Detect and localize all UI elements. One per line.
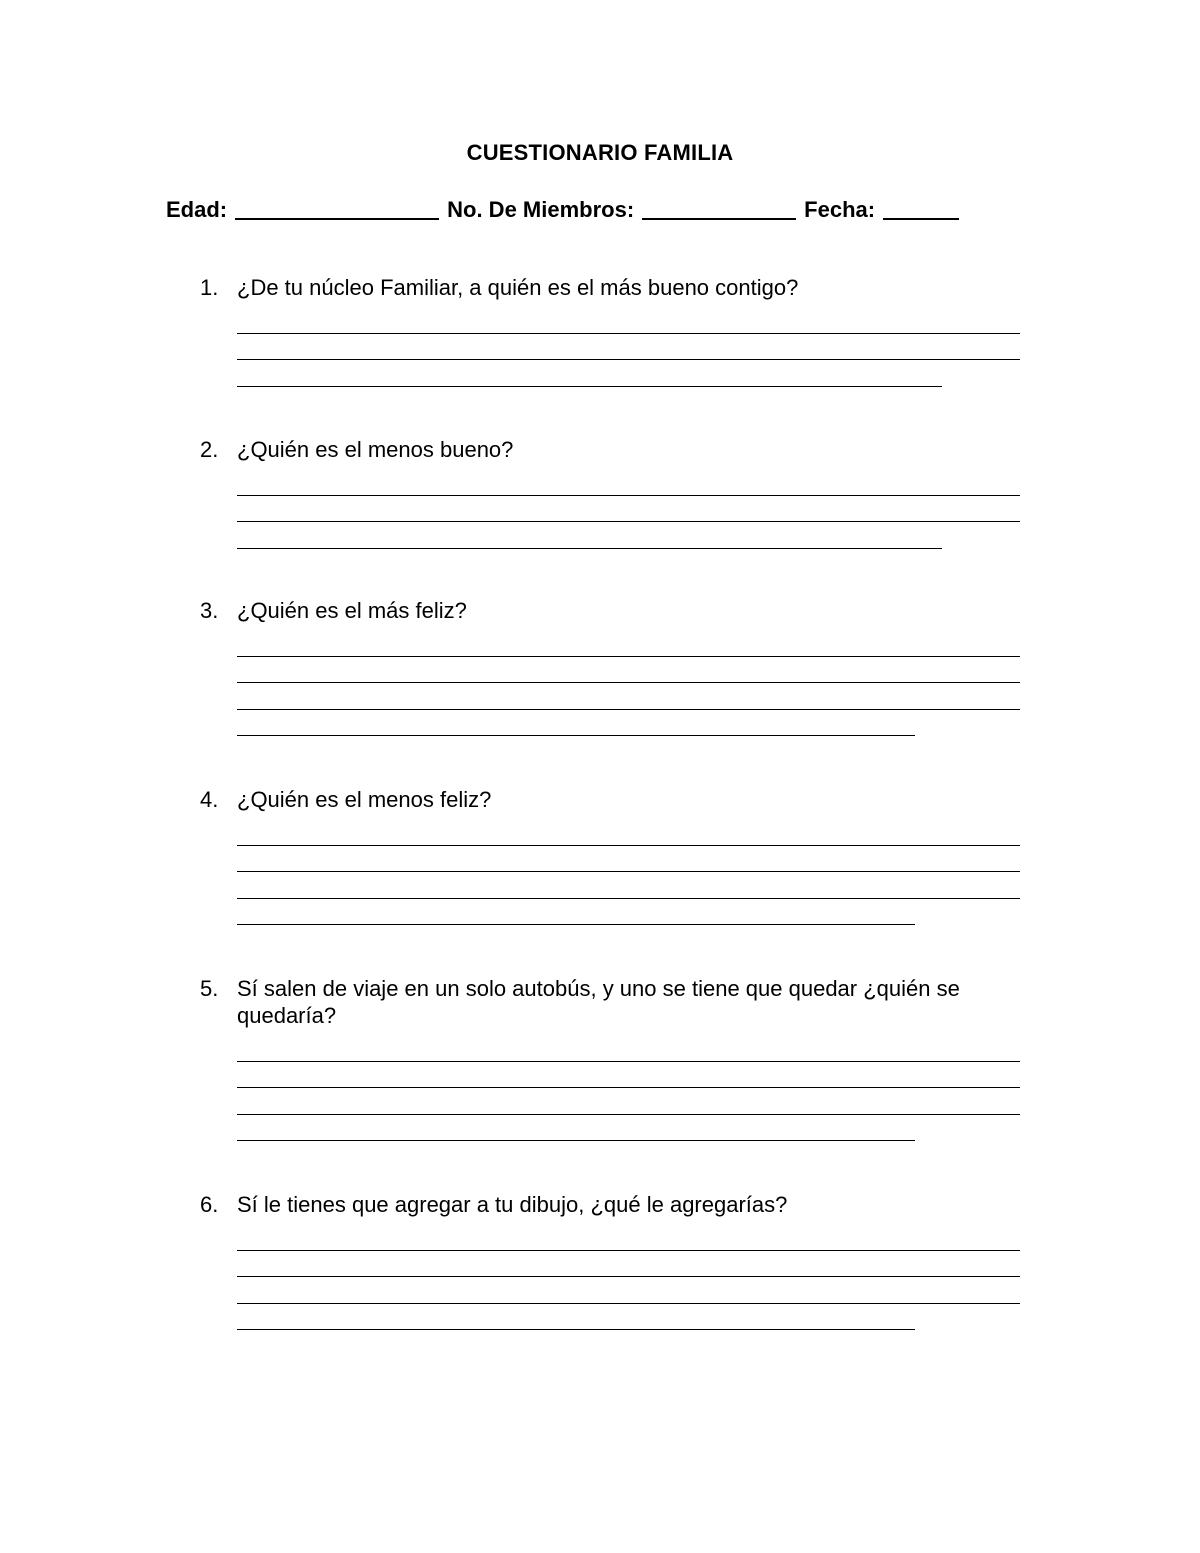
question-number: 2. [200, 437, 219, 462]
answer-line[interactable] [237, 1251, 1020, 1278]
answer-lines [237, 1035, 1030, 1141]
question-4 [200, 786, 1030, 925]
edad-blank[interactable] [235, 198, 439, 220]
answer-line[interactable] [237, 899, 915, 926]
question-6 [200, 1191, 1030, 1330]
header-fields [166, 195, 1046, 223]
answer-line[interactable] [237, 846, 1020, 873]
answer-line[interactable] [237, 469, 1020, 496]
answer-lines [237, 819, 1030, 925]
answer-line[interactable] [237, 1304, 915, 1331]
question-2 [200, 436, 1030, 549]
edad-label: Edad: [166, 197, 228, 222]
answer-line[interactable] [237, 710, 915, 737]
question-1 [200, 274, 1030, 387]
answer-line[interactable] [237, 819, 1020, 846]
fecha-label: Fecha: [804, 197, 876, 222]
answer-line[interactable] [237, 630, 1020, 657]
question-text: ¿Quién es el más feliz? [237, 598, 467, 623]
miembros-blank[interactable] [642, 198, 796, 220]
answer-lines [237, 469, 1030, 549]
answer-line[interactable] [237, 360, 942, 387]
question-number: 4. [200, 787, 219, 812]
answer-line[interactable] [237, 1088, 1020, 1115]
answer-line[interactable] [237, 1115, 915, 1142]
question-number: 5. [200, 976, 219, 1001]
question-text: ¿De tu núcleo Familiar, a quién es el más bueno contigo? [237, 275, 799, 300]
answer-line[interactable] [237, 1277, 1020, 1304]
answer-lines [237, 307, 1030, 387]
answer-lines [237, 630, 1030, 736]
question-5 [200, 975, 1030, 1141]
answer-lines [237, 1224, 1030, 1330]
fecha-blank[interactable] [883, 198, 959, 220]
question-number: 3. [200, 598, 219, 623]
question-number: 1. [200, 275, 219, 300]
answer-line[interactable] [237, 1062, 1020, 1089]
answer-line[interactable] [237, 683, 1020, 710]
question-number: 6. [200, 1192, 219, 1217]
answer-line[interactable] [237, 1035, 1020, 1062]
answer-line[interactable] [237, 334, 1020, 361]
miembros-label: No. De Miembros: [447, 197, 635, 222]
answer-line[interactable] [237, 307, 1020, 334]
answer-line[interactable] [237, 496, 1020, 523]
question-text: Sí le tienes que agregar a tu dibujo, ¿qué le agregarías? [237, 1192, 788, 1217]
answer-line[interactable] [237, 522, 942, 549]
question-3 [200, 597, 1030, 736]
answer-line[interactable] [237, 1224, 1020, 1251]
answer-line[interactable] [237, 872, 1020, 899]
page-title: CUESTIONARIO FAMILIA [466, 140, 734, 165]
question-text: Sí salen de viaje en un solo autobús, y uno se tiene que quedar ¿quién se quedaría? [237, 976, 960, 1028]
answer-line[interactable] [237, 657, 1020, 684]
question-text: ¿Quién es el menos bueno? [237, 437, 514, 462]
question-text: ¿Quién es el menos feliz? [237, 787, 492, 812]
